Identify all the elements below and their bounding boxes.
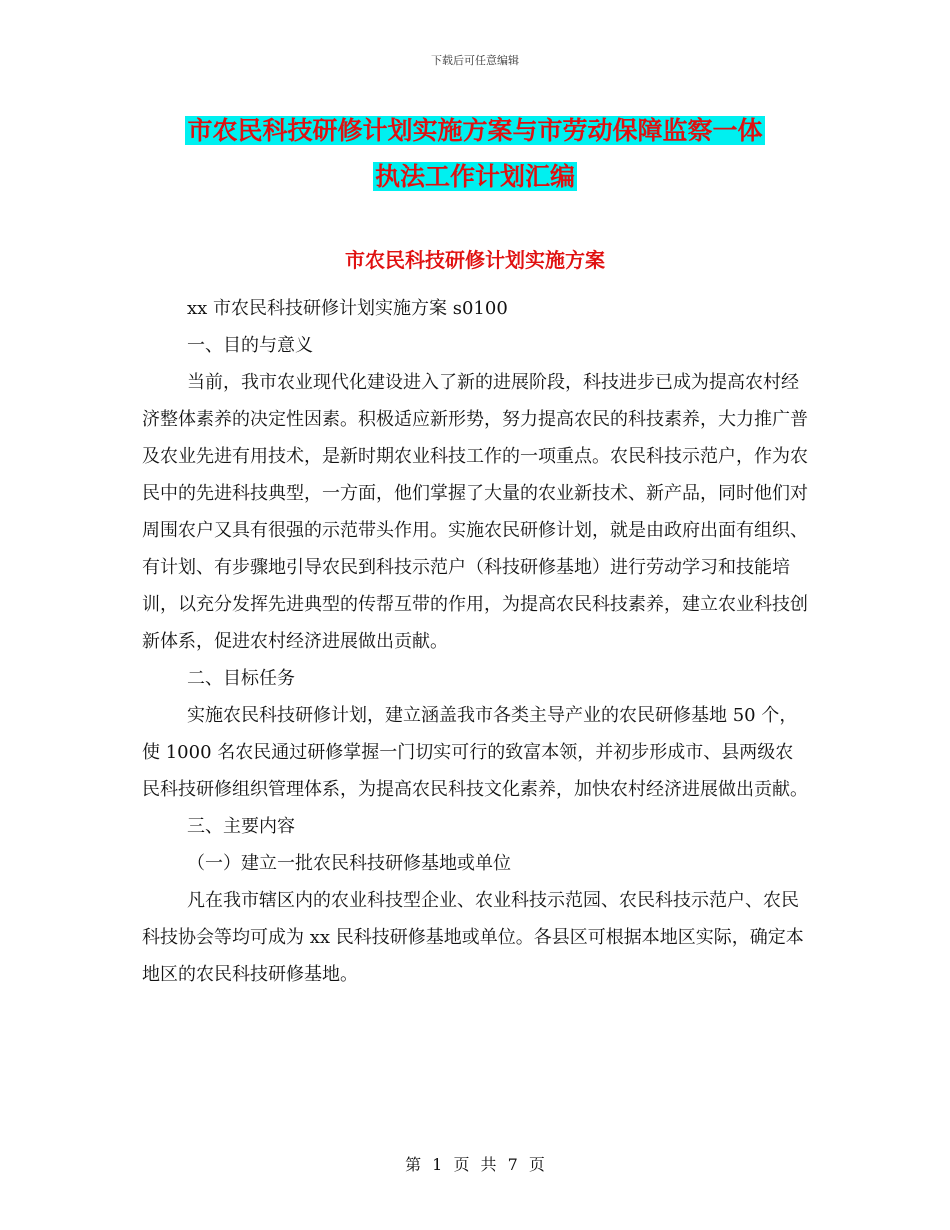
document-title-line-2: 执法工作计划汇编 (374, 162, 575, 191)
paragraph-bases: 凡在我市辖区内的农业科技型企业、农业科技示范园、农民科技示范户、农民科技协会等均可成为 xx 民科技研修基地或单位。各县区可根据本地区实际，确定本地区的农民科技研修基地。 (142, 890, 804, 985)
subheading-bases: （一）建立一批农民科技研修基地或单位 (187, 853, 511, 874)
heading-purpose: 一、目的与意义 (187, 335, 313, 356)
section-title: 市农民科技研修计划实施方案 (345, 248, 605, 272)
page-number: 第 1 页 共 7 页 (405, 1155, 545, 1174)
document-title (0, 108, 950, 200)
header-note: 下载后可任意编辑 (431, 54, 519, 67)
document-title-line-1: 市农民科技研修计划实施方案与市劳动保障监察一体 (187, 116, 763, 145)
paragraph-purpose: 当前，我市农业现代化建设进入了新的进展阶段，科技进步已成为提高农村经济整体素养的决定性因素。积极适应新形势，努力提高农民的科技素养，大力推广普及农业先进有用技术，是新时期农业科技工作的一项重点。农民科技示范户，作为农民中的先进科技典型，一方面，他们掌握了大量的农业新技术、新产品，同时他们对周围农户又具有很强的示范带头作用。实施农民研修计划，就是由政府出面有组织、有计划、有步骤地引导农民到科技示范户（科技研修基地）进行劳动学习和技能培训，以充分发挥先进典型的传帮互带的作用，为提高农民科技素养，建立农业科技创新体系，促进农村经济进展做出贡献。 (142, 372, 808, 652)
heading-goals: 二、目标任务 (187, 668, 295, 689)
document-body (142, 290, 810, 993)
heading-content: 三、主要内容 (187, 816, 295, 837)
document-code-line: xx 市农民科技研修计划实施方案 s0100 (187, 298, 508, 319)
paragraph-goals: 实施农民科技研修计划，建立涵盖我市各类主导产业的农民研修基地 50 个，使 1000 名农民通过研修掌握一门切实可行的致富本领，并初步形成市、县两级农民科技研修组织管理体系，为提高农民科技文化素养，加快农村经济进展做出贡献。 (142, 705, 808, 800)
